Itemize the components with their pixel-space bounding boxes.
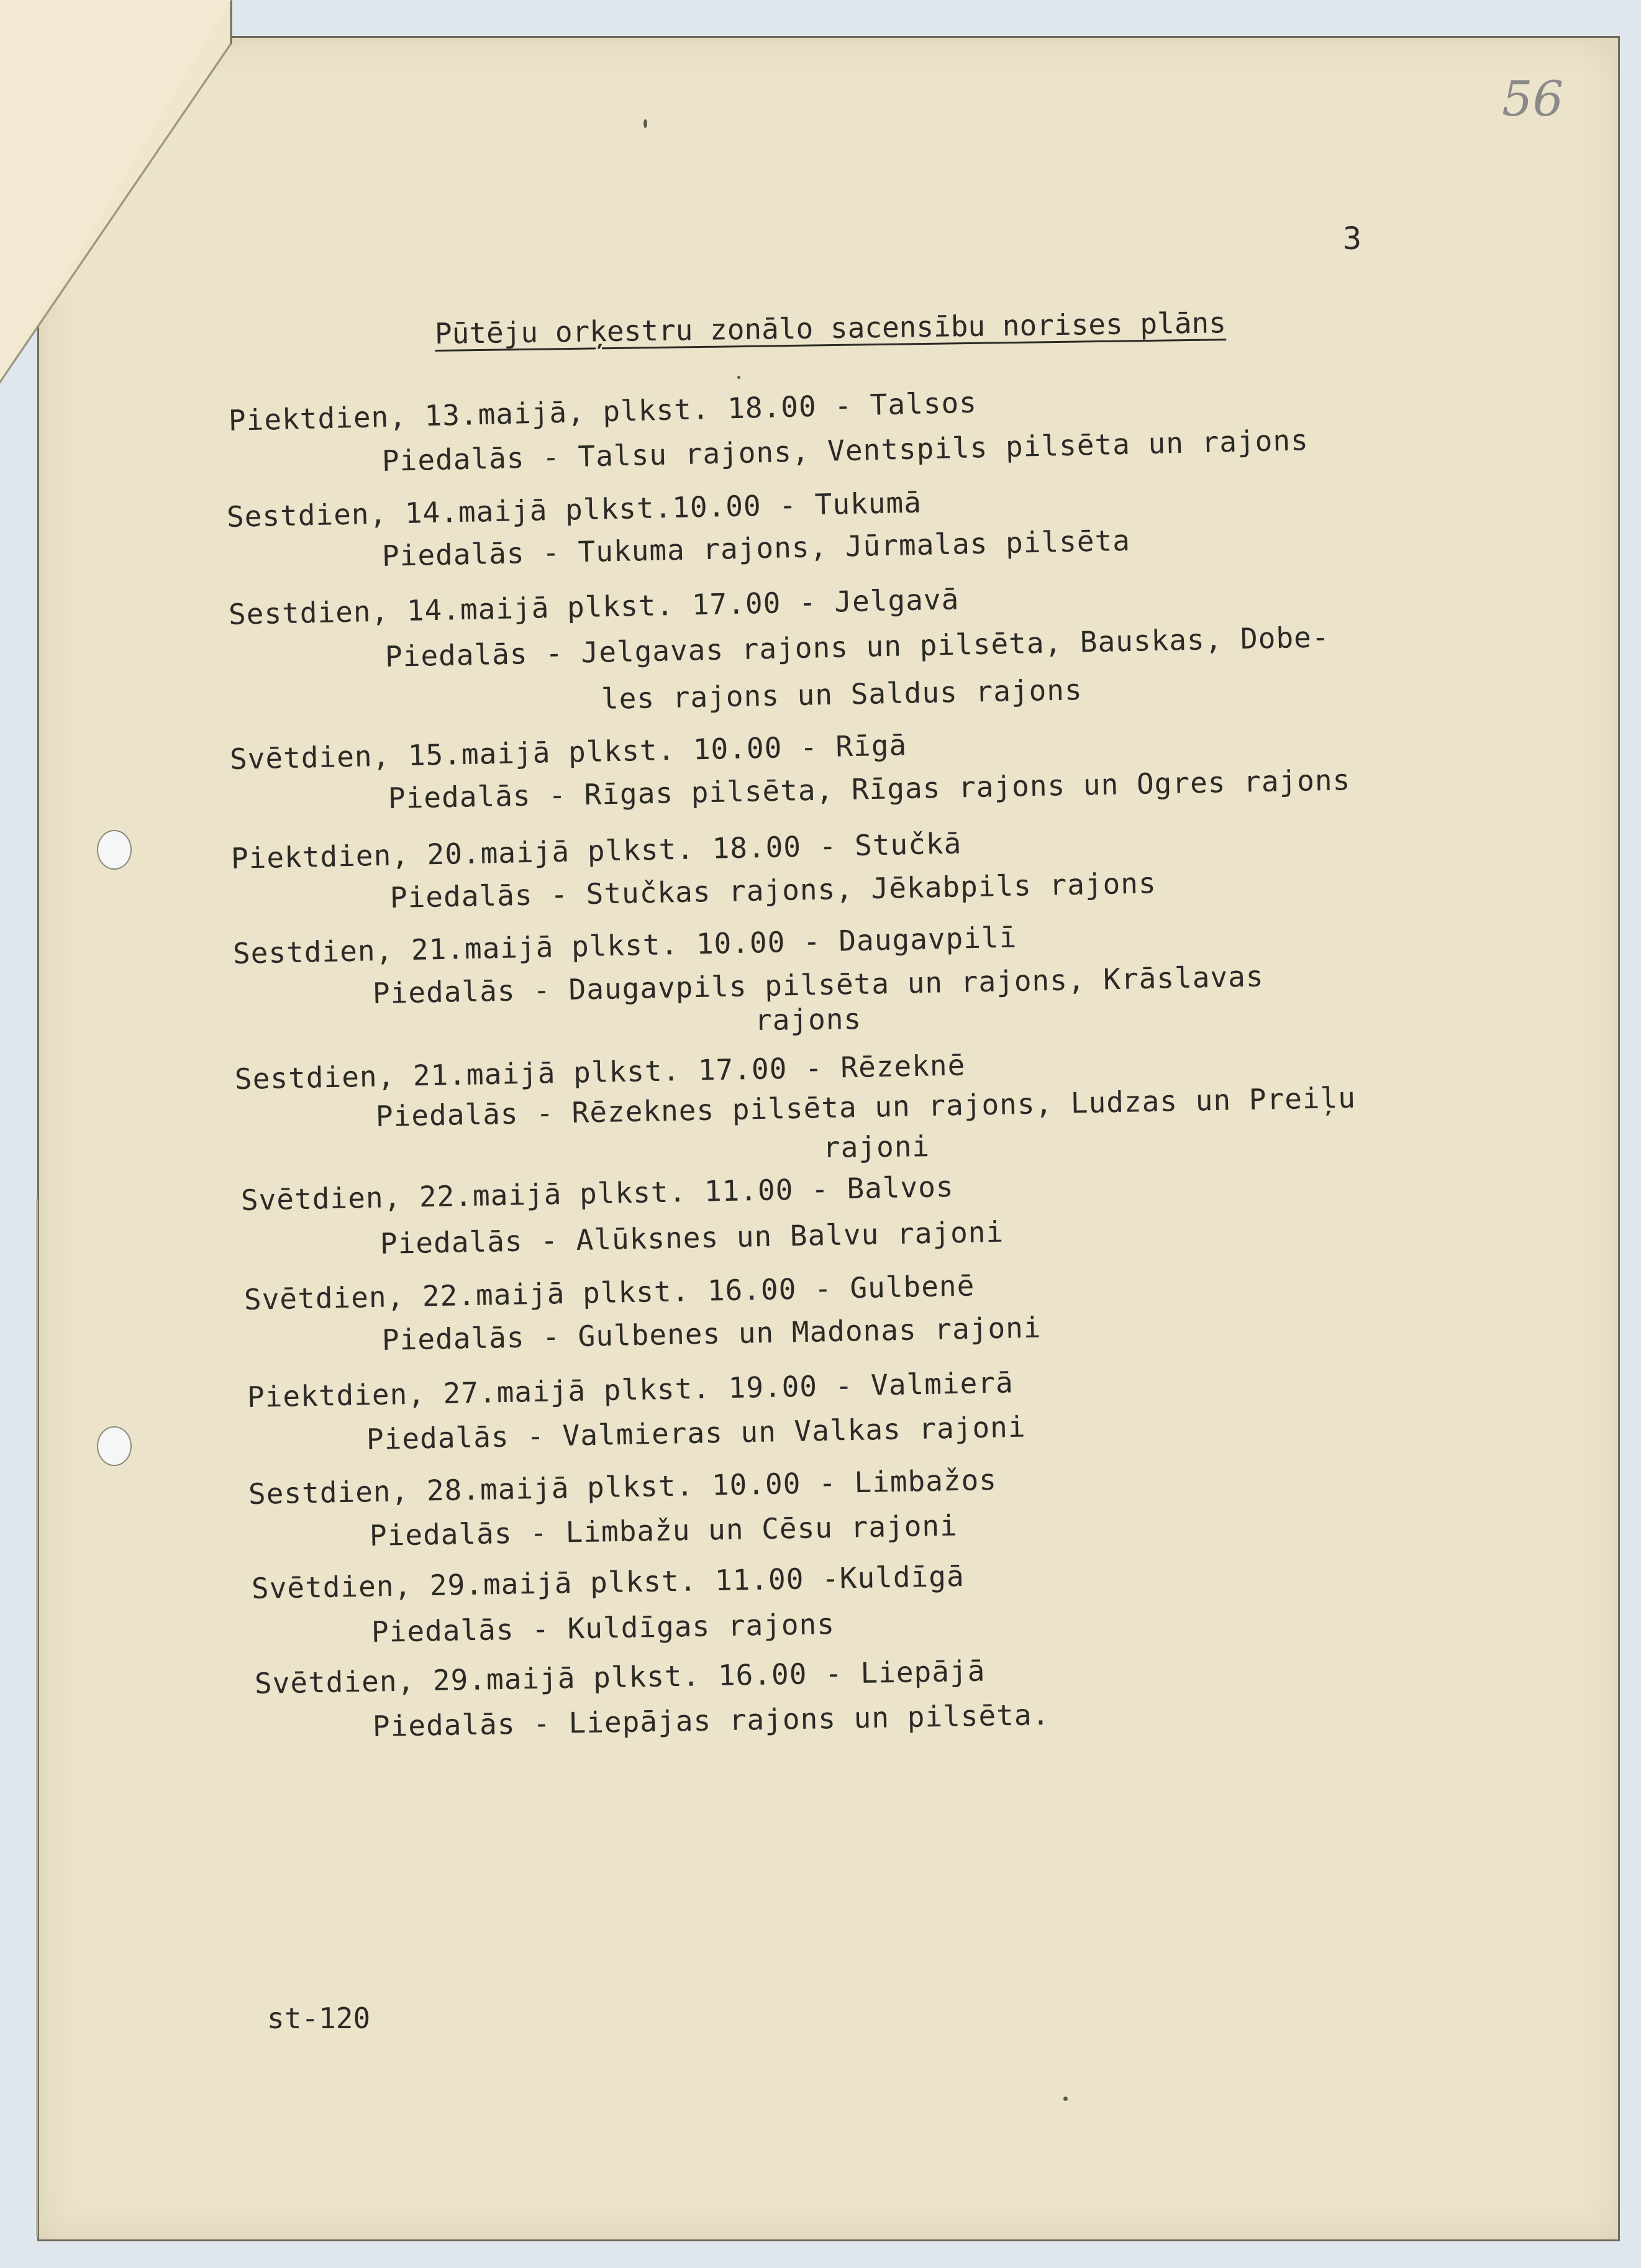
schedule-participants: Piedalās - Rīgas pilsēta, Rīgas rajons un Ogres rajons [388, 763, 1351, 815]
schedule-participants: Piedalās - Tukuma rajons, Jūrmalas pilsēta [381, 523, 1131, 573]
schedule-participants: Piedalās - Daugavpils pilsēta un rajons, Krāslavas [372, 959, 1264, 1010]
schedule-participants: Piedalās - Jelgavas rajons un pilsēta, Bauskas, Dobe- [384, 620, 1330, 673]
schedule-participants: Piedalās - Rēzeknes pilsēta un rajons, Ludzas un Preiļu [375, 1080, 1357, 1133]
schedule-day: Piektdien, 27.maijā plkst. 19.00 - Valmierā [247, 1365, 1014, 1414]
schedule-day: Sestdien, 14.maijā plkst.10.00 - Tukumā [226, 485, 922, 534]
schedule-day: Piektdien, 20.maijā plkst. 18.00 - Stučkā [230, 826, 962, 875]
schedule-day: Sestdien, 14.maijā plkst. 17.00 - Jelgavā [228, 582, 960, 631]
schedule-day: Svētdien, 22.maijā plkst. 11.00 - Balvos [240, 1169, 955, 1217]
schedule-day: Sestdien, 21.maijā plkst. 17.00 - Rēzeknē [234, 1048, 966, 1096]
schedule-participants: Piedalās - Alūksnes un Balvu rajoni [380, 1214, 1004, 1260]
handwritten-number: 56 [1502, 71, 1564, 127]
schedule-participants: Piedalās - Gulbenes un Madonas rajoni [381, 1310, 1042, 1357]
ink-speck [737, 376, 740, 379]
schedule-participants: Piedalās - Talsu rajons, Ventspils pilsēta un rajons [381, 423, 1309, 478]
schedule-day: Svētdien, 29.maijā plkst. 11.00 -Kuldīgā [251, 1559, 965, 1605]
ink-speck [643, 119, 647, 128]
schedule-participants-continued: les rajons un Saldus rajons [601, 673, 1083, 716]
schedule-day: Svētdien, 22.maijā plkst. 16.00 - Gulbenē [243, 1268, 975, 1316]
schedule-participants: Piedalās - Stučkas rajons, Jēkabpils rajons [389, 866, 1157, 914]
schedule-day: Svētdien, 29.maijā plkst. 16.00 - Liepājā [254, 1654, 986, 1700]
schedule-participants: Piedalās - Valmieras un Valkas rajoni [366, 1410, 1027, 1456]
ink-speck [1063, 2097, 1068, 2101]
document-title: Pūtēju orķestru zonālo sacensību norises plāns [434, 306, 1227, 350]
page-number: 3 [1343, 221, 1362, 257]
footer-code: st-120 [267, 2002, 371, 2035]
schedule-day: Piektdien, 13.maijā, plkst. 18.00 - Talsos [228, 385, 978, 437]
schedule-participants: Piedalās - Limbažu un Cēsu rajoni [369, 1508, 958, 1552]
schedule-participants: Piedalās - Liepājas rajons un pilsēta. [372, 1697, 1050, 1743]
punch-hole [97, 830, 132, 870]
punch-hole [97, 1426, 132, 1466]
schedule-day: Sestdien, 28.maijā plkst. 10.00 - Limbažos [248, 1462, 998, 1511]
schedule-participants-continued: rajons [754, 1002, 862, 1037]
folded-corner [0, 0, 248, 398]
schedule-day: Svētdien, 15.maijā plkst. 10.00 - Rīgā [229, 728, 907, 776]
sheet-edge [36, 1199, 38, 2236]
schedule-participants: Piedalās - Kuldīgas rajons [371, 1606, 835, 1649]
schedule-participants-continued: rajoni [822, 1129, 930, 1164]
schedule-day: Sestdien, 21.maijā plkst. 10.00 - Daugavpilī [232, 920, 1017, 970]
